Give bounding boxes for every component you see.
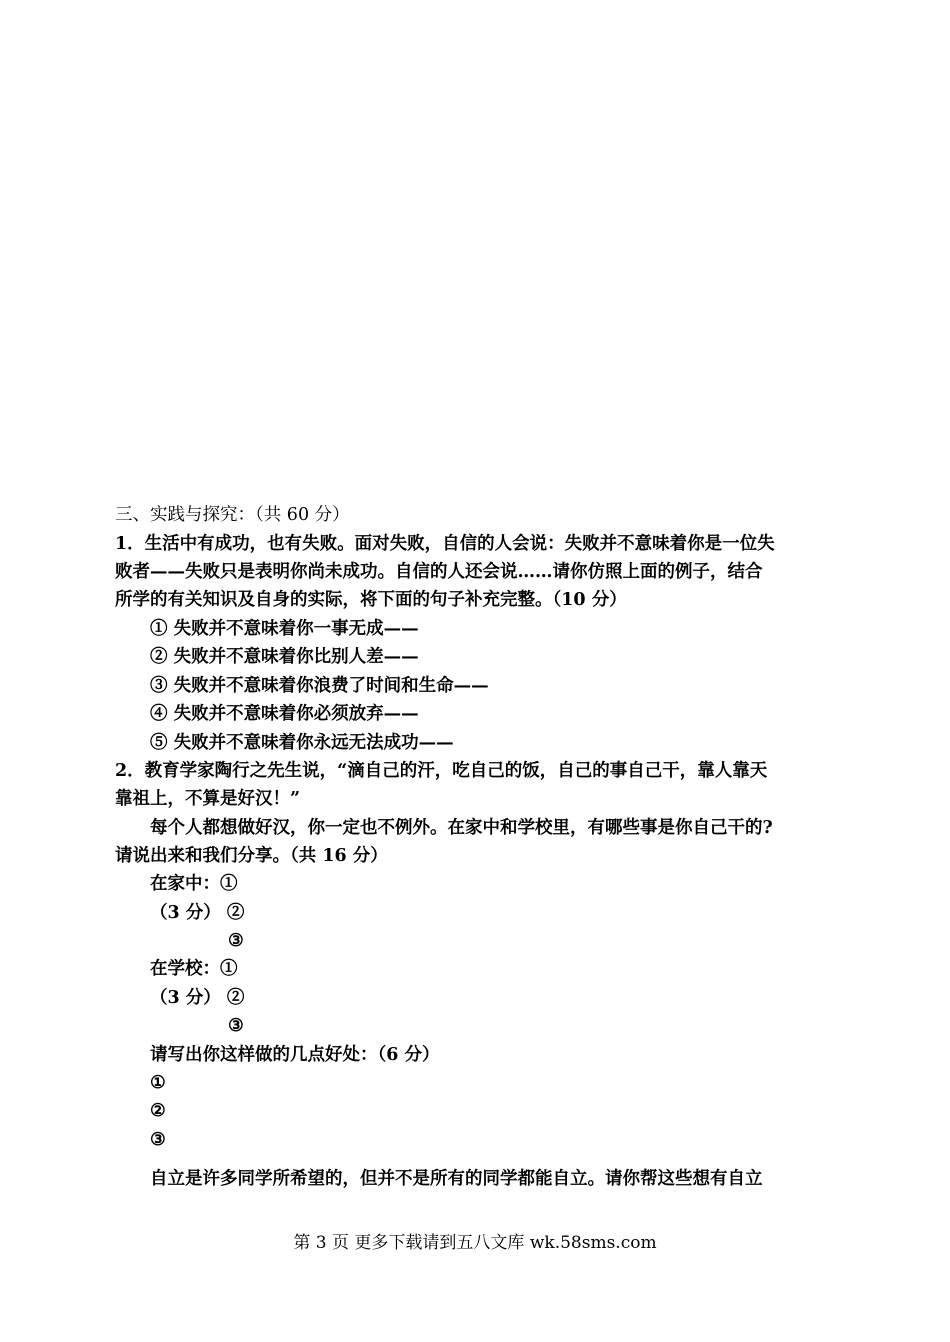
benefit-2: ②: [150, 1101, 166, 1121]
q2-para-line-2: 请说出来和我们分享。（共 16 分）: [115, 846, 388, 866]
benefit-1: ①: [150, 1073, 166, 1093]
benefits-prompt: 请写出你这样做的几点好处：（6 分）: [150, 1045, 440, 1065]
q2-para-line-1: 每个人都想做好汉，你一定也不例外。在家中和学校里，有哪些事是你自己干的?: [150, 818, 773, 838]
section-heading: 三、实践与探究：（共 60 分）: [115, 505, 350, 525]
q1-item-3: ③ 失败并不意味着你浪费了时间和生命——: [150, 676, 489, 696]
school-score: （3 分） ②: [150, 988, 245, 1008]
q1-item-4: ④ 失败并不意味着你必须放弃——: [150, 704, 419, 724]
q1-item-5: ⑤ 失败并不意味着你永远无法成功——: [150, 733, 454, 753]
q1-line-3: 所学的有关知识及自身的实际，将下面的句子补充完整。（10 分）: [115, 590, 627, 610]
home-label: 在家中：①: [150, 874, 238, 894]
school-third: ③: [228, 1016, 244, 1036]
q2-line-1: 2．教育学家陶行之先生说，“滴自己的汗，吃自己的饭，自己的事自己干，靠人靠天: [115, 761, 768, 781]
benefit-3: ③: [150, 1130, 166, 1150]
q1-line-1: 1．生活中有成功，也有失败。面对失败，自信的人会说：失败并不意味着你是一位失: [115, 534, 775, 554]
page-footer: 第 3 页 更多下载请到五八文库 wk.58sms.com: [293, 1233, 657, 1253]
home-score: （3 分） ②: [150, 903, 245, 923]
school-label: 在学校：①: [150, 959, 238, 979]
q2-line-2: 靠祖上，不算是好汉！”: [115, 789, 301, 809]
q1-item-1: ① 失败并不意味着你一事无成——: [150, 619, 419, 639]
closing-line: 自立是许多同学所希望的，但并不是所有的同学都能自立。请你帮这些想有自立: [150, 1169, 763, 1189]
home-third: ③: [228, 931, 244, 951]
q1-item-2: ② 失败并不意味着你比别人差——: [150, 647, 419, 667]
q1-line-2: 败者——失败只是表明你尚未成功。自信的人还会说……请你仿照上面的例子，结合: [115, 562, 763, 582]
